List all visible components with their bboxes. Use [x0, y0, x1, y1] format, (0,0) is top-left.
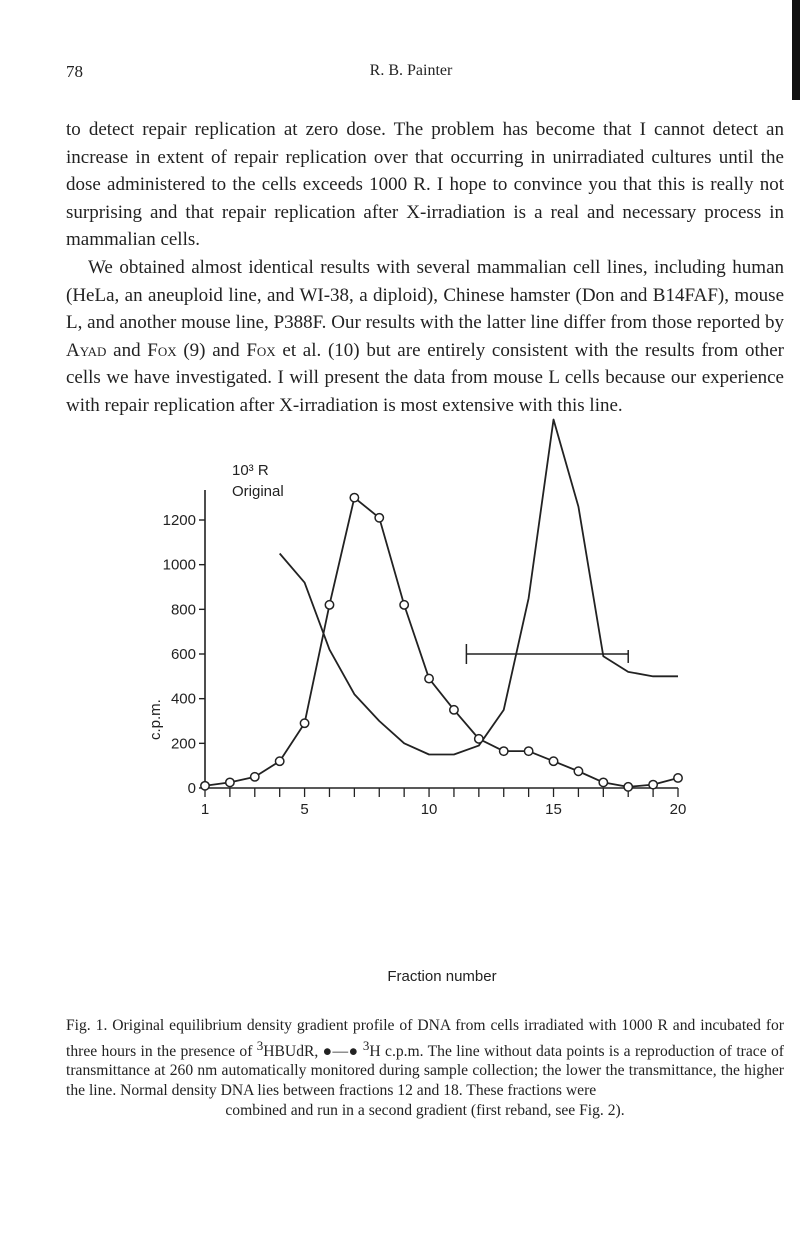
- y-tick-label-200: 200: [170, 735, 196, 753]
- data-point-18: [624, 783, 632, 791]
- data-point-17: [599, 778, 607, 786]
- data-point-12: [475, 735, 483, 743]
- annotation-original: Original: [232, 483, 284, 500]
- paragraph-2: [66, 254, 784, 420]
- x-axis-label: Fraction number: [387, 968, 497, 985]
- data-point-13: [500, 747, 508, 755]
- series-2-line: [280, 420, 678, 755]
- author-fox: Fox: [147, 339, 177, 361]
- x-tick-label-15: 15: [545, 801, 562, 818]
- figure-1-chart: [0, 400, 800, 1000]
- data-point-5: [300, 719, 308, 727]
- data-point-20: [674, 774, 682, 782]
- author-ayad: Ayad: [66, 339, 107, 361]
- chart-lines: [205, 420, 678, 787]
- y-axis-label: c.p.m.: [147, 699, 164, 740]
- y-tick-label-0: 0: [187, 780, 196, 797]
- x-tick-label-5: 5: [300, 801, 309, 818]
- data-point-11: [450, 706, 458, 714]
- paragraph-2-part-a: We obtained almost identical results with several mammalian cell lines, including human (HeLa, an aneuploid line, and WI-38, a diploid), Chinese hamster (Don and B14FAF), mouse L, and another mouse line, P388F. Our results with the latter line differ from those reported by: [66, 256, 784, 334]
- y-tick-label-800: 800: [170, 601, 196, 619]
- data-point-1: [201, 782, 209, 790]
- y-tick-label-1000: 1000: [162, 556, 196, 574]
- body-text: [66, 116, 784, 420]
- y-tick-label-1200: 1200: [162, 512, 196, 529]
- author-fox-2: Fox: [246, 339, 276, 361]
- x-tick-label-1: 1: [200, 801, 210, 818]
- y-tick-label-600: 600: [170, 646, 196, 663]
- paragraph-1: to detect repair replication at zero dose. The problem has become that I cannot detect an increase in extent of repair replication over that occurring in unirradiated cultures until the dose administered to the cells exceeds 1000 R. I hope to convince you that this is really not surprising and that repair replication after X-irradiation is a real and necessary process in mammalian cells.: [66, 119, 784, 251]
- data-point-4: [275, 757, 283, 765]
- data-point-19: [649, 780, 657, 788]
- page-edge: [792, 0, 800, 100]
- paragraph-2-part-b: (9) and: [176, 339, 247, 361]
- data-point-15: [549, 757, 557, 765]
- page-header: [66, 62, 756, 90]
- page-number: 78: [66, 62, 83, 81]
- data-point-3: [251, 773, 259, 781]
- running-title: R. B. Painter: [369, 62, 453, 79]
- x-tick-label-20: 20: [669, 801, 687, 818]
- annotation-dose: 10³ R: [232, 462, 269, 479]
- data-point-16: [574, 767, 582, 775]
- data-point-8: [375, 514, 383, 522]
- data-point-9: [400, 601, 408, 609]
- series-1-line: [205, 498, 678, 787]
- data-point-6: [325, 601, 333, 609]
- y-tick-label-400: 400: [170, 690, 196, 708]
- paragraph-2-part-c: et al. (10) but are entirely consistent with the results from other cells we have investigated. I will present the data from mouse L cells because our experience with repair replication after X-irradiation is most extensive with this line.: [66, 339, 785, 416]
- figure-caption: Fig. 1. Original equilibrium density gradient profile of DNA from cells irradiated with 1000 R and incubated for three hours in the presence of $^3$HBUdR, ●—● $^3$H c.p.m. The line without data points is a reproduction of trace of transmittance at 260 nm automatically monitored during sample collection; the lower the transmittance, the higher the line. Normal density DNA lies between fractions 12 and 18. These fractions were combined and run in a second gradient (first reband, see Fig. 2).: [66, 1017, 785, 1119]
- chart-axes: [205, 490, 678, 788]
- chart-markers: [201, 493, 682, 791]
- data-point-14: [524, 747, 532, 755]
- data-point-7: [350, 493, 358, 501]
- data-point-2: [226, 778, 234, 786]
- conjunction: and: [106, 339, 148, 361]
- x-tick-label-10: 10: [420, 801, 438, 818]
- data-point-10: [425, 674, 433, 682]
